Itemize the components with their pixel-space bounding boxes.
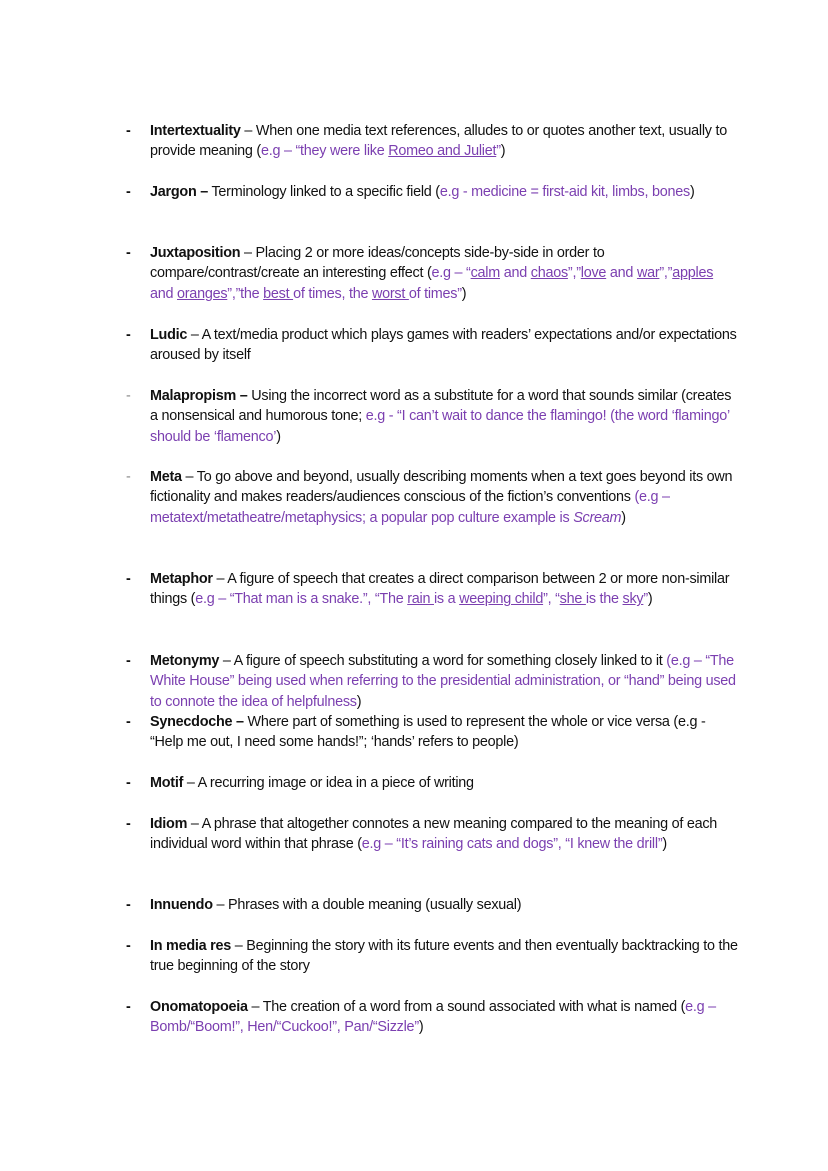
entry-innuendo: - Innuendo – Phrases with a double meaning (usually sexual) — [150, 895, 740, 915]
definition: To go above and beyond, usually describing moments when a text goes beyond its own fictionality and makes readers/audiences conscious of the fiction’s conventions — [150, 469, 733, 506]
definition: Using the incorrect word as a substitute for a word that sounds similar (creates a nonsensical and humorous tone; — [150, 388, 732, 425]
definition: When one media text references, alludes to or quotes another text, usually to provide meaning ( — [150, 123, 727, 160]
example: e.g – “calm and chaos”,”love and war”,”apples and oranges”,”the best of times, the worst of times” — [150, 265, 714, 302]
bullet-dash: - — [126, 184, 131, 200]
example: e.g – Bomb/“Boom!”, Hen/“Cuckoo!”, Pan/“Sizzle” — [150, 999, 716, 1036]
entry-intertextuality: - Intertextuality – When one media text references, alludes to or quotes another text, usually to provide meaning (e.g – “they were like Romeo and Juliet”) — [126, 123, 727, 160]
term: Innuendo — [150, 897, 213, 913]
bullet-dash: - — [126, 388, 131, 404]
bullet-dash: - — [126, 653, 131, 669]
term: Synecdoche – — [150, 714, 244, 730]
entry-meta: - Meta – To go above and beyond, usually describing moments when a text goes beyond its own fictionality and makes readers/audiences conscious of the fiction’s conventions (e.g – metatext/metatheatre/metaphysics; a popular pop culture example is Scream) — [126, 469, 733, 526]
term: Motif — [150, 775, 184, 791]
definition: Terminology linked to a specific field ( — [207, 184, 440, 200]
definition: A phrase that altogether connotes a new meaning compared to the meaning of each individual word within that phrase ( — [150, 816, 718, 853]
definition: Placing 2 or more ideas/concepts side-by-side in order to compare/contrast/create an interesting effect ( — [150, 245, 605, 282]
entry-metaphor: - Metaphor – A figure of speech that creates a direct comparison between 2 or more non-similar things (e.g – “That man is a snake.”, “The rain is a weeping child”, “she is the sky”) — [126, 571, 730, 608]
entry-jargon: - Jargon – Terminology linked to a specific field (e.g - medicine = first-aid kit, limbs, bones) — [150, 182, 740, 202]
entry-juxtaposition: - Juxtaposition – Placing 2 or more ideas/concepts side-by-side in order to compare/contrast/create an interesting effect (e.g – “calm and chaos”,”love and war”,”apples and oranges”,”the best of times, the worst of times”) — [126, 245, 714, 302]
term: Malapropism – — [150, 388, 248, 404]
term: Metonymy — [150, 653, 220, 669]
term: In media res — [150, 938, 231, 954]
bullet-dash: - — [126, 123, 131, 139]
bullet-dash: - — [126, 327, 131, 343]
term: Meta — [150, 469, 182, 485]
term: Metaphor — [150, 571, 213, 587]
entry-ludic: - Ludic – A text/media product which plays games with readers’ expectations and/or expectations aroused by itself — [126, 327, 737, 364]
bullet-dash: - — [126, 816, 131, 832]
definition: Beginning the story with its future events and then eventually backtracking to the true beginning of the story — [150, 938, 738, 975]
bullet-dash: - — [126, 999, 131, 1015]
example: (e.g – “The White House” being used when referring to the presidential administration, or “hand” being used to connote the idea of helpfulness — [150, 653, 736, 710]
entry-metonymy: - Metonymy – A figure of speech substituting a word for something closely linked to it (e.g – “The White House” being used when referring to the presidential administration, or “hand” being used to connote the idea of helpfulness) — [126, 653, 736, 710]
entry-in-media-res: - In media res – Beginning the story with its future events and then eventually backtracking to the true beginning of the story — [126, 938, 738, 975]
bullet-dash: - — [126, 938, 131, 954]
definition: Phrases with a double meaning (usually sexual) — [228, 897, 522, 913]
term: Idiom — [150, 816, 188, 832]
term: Ludic — [150, 327, 188, 343]
definition: A text/media product which plays games with readers’ expectations and/or expectations aroused by itself — [150, 327, 737, 364]
entry-malapropism: - Malapropism – Using the incorrect word as a substitute for a word that sounds similar (creates a nonsensical and humorous tone; e.g - “I can’t wait to dance the flamingo! (the word ‘flamingo’ should be ‘flamenco’) — [126, 388, 732, 445]
definition: Where part of something is used to represent the whole or vice versa (e.g - “Help me out, I need some hands!”; ‘hands’ refers to people) — [150, 714, 706, 751]
example: e.g – “That man is a snake.”, “The rain is a weeping child”, “she is the sky” — [195, 591, 648, 608]
term: Juxtaposition — [150, 245, 241, 261]
entry-synecdoche — [126, 712, 740, 753]
definition: A figure of speech that creates a direct comparison between 2 or more non-similar things ( — [150, 571, 730, 608]
example: e.g – “they were like Romeo and Juliet” — [260, 143, 501, 160]
example: e.g – “It’s raining cats and dogs”, “I knew the drill” — [361, 836, 663, 853]
definition: The creation of a word from a sound associated with what is named ( — [262, 999, 686, 1015]
example: e.g - “I can’t wait to dance the flamingo! (the word ‘flamingo’ should be ‘flamenco’ — [150, 408, 730, 445]
term: Onomatopoeia — [150, 999, 248, 1015]
example: (e.g – metatext/metatheatre/metaphysics; a popular pop culture example is Scream — [150, 489, 670, 526]
entry-motif: - Motif – A recurring image or idea in a piece of writing — [150, 773, 740, 793]
definition: A recurring image or idea in a piece of writing — [197, 775, 474, 791]
example: e.g - medicine = first-aid kit, limbs, bones — [439, 184, 690, 200]
bullet-dash: - — [126, 571, 131, 587]
bullet-dash: - — [126, 469, 131, 485]
bullet-dash: - — [126, 897, 131, 913]
entry-onomatopoeia: - Onomatopoeia – The creation of a word from a sound associated with what is named (e.g – Bomb/“Boom!”, Hen/“Cuckoo!”, Pan/“Sizzle”) — [126, 999, 716, 1036]
definition: A figure of speech substituting a word for something closely linked to it — [233, 653, 667, 669]
term: Jargon – — [150, 184, 208, 200]
entry-idiom: - Idiom – A phrase that altogether connotes a new meaning compared to the meaning of each individual word within that phrase (e.g – “It’s raining cats and dogs”, “I knew the drill”) — [126, 816, 718, 853]
bullet-dash: - — [126, 245, 131, 261]
bullet-dash: - — [126, 714, 131, 730]
term: Intertextuality — [150, 123, 241, 139]
bullet-dash: - — [126, 775, 131, 791]
